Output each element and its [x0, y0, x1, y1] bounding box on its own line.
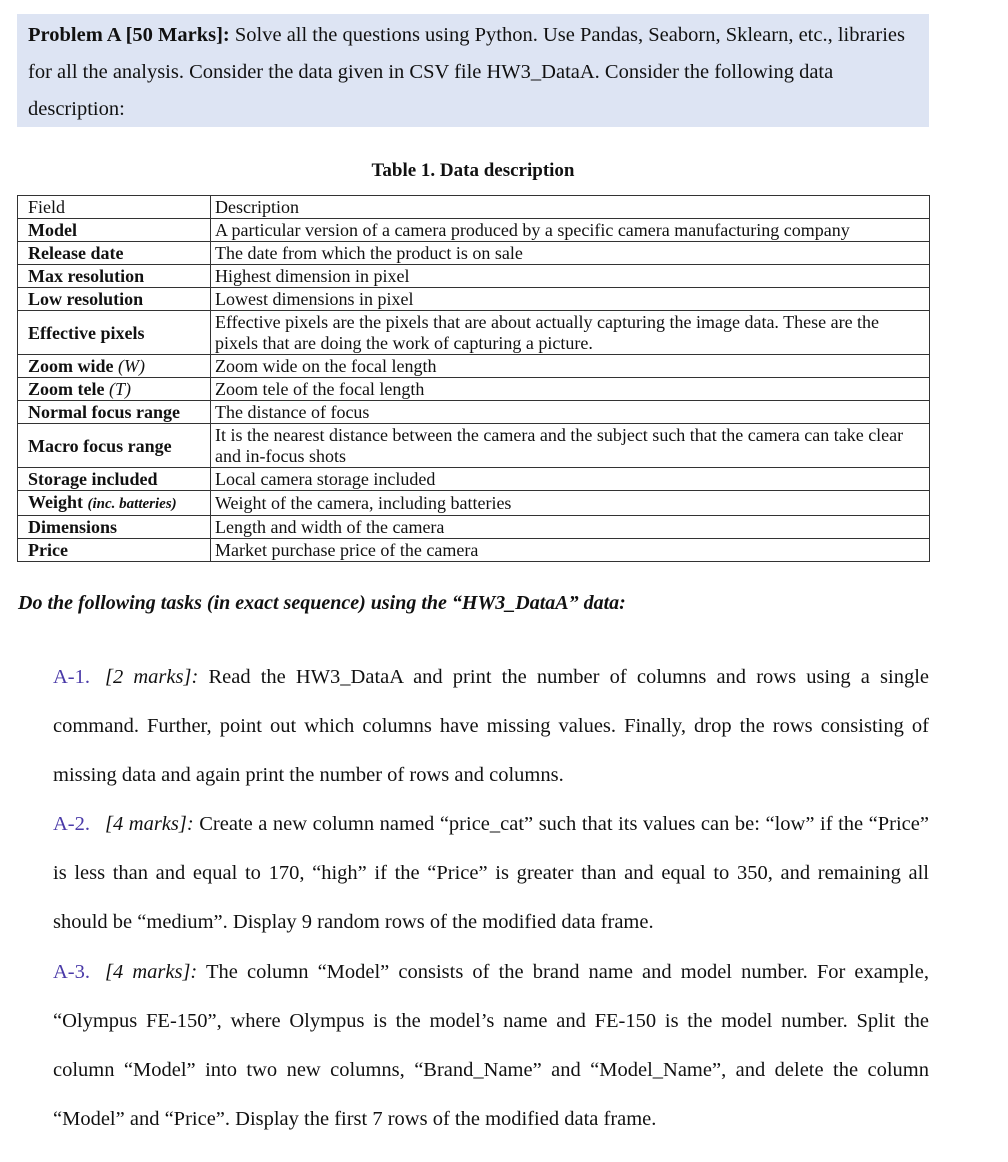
- problem-text: Solve all the questions using Python. Use Pandas, Seaborn, Sklearn, etc., libraries for all the analysis. Consider the data given in CSV file HW3_DataA. Consider the following data description:: [28, 24, 906, 120]
- description-cell: Zoom wide on the focal length: [211, 355, 930, 378]
- table-row: [18, 516, 930, 539]
- table-row: [18, 242, 930, 265]
- description-cell: A particular version of a camera produced by a specific camera manufacturing company: [211, 219, 930, 242]
- table-row: [18, 288, 930, 311]
- task-a3: [53, 948, 929, 1144]
- field-cell: Max resolution: [18, 265, 211, 288]
- field-cell: Release date: [18, 242, 211, 265]
- table-row: [18, 491, 930, 516]
- description-cell: Highest dimension in pixel: [211, 265, 930, 288]
- table-row: [18, 468, 930, 491]
- field-cell: Model: [18, 219, 211, 242]
- table-row: [18, 539, 930, 562]
- description-cell: Weight of the camera, including batteries: [211, 491, 930, 516]
- field-label: Zoom wide: [28, 356, 114, 376]
- task-text: Create a new column named “price_cat” such that its values can be: “low” if the “Price” is less than and equal to 170, “high” if the “Price” is greater than and equal to 350, and remaining all should be “medium”. Display 9 random rows of the modified data frame.: [53, 813, 929, 933]
- field-cell: Low resolution: [18, 288, 211, 311]
- task-marks: [2 marks]:: [105, 666, 199, 688]
- table-row: [18, 401, 930, 424]
- task-a1: [53, 653, 929, 800]
- table-row: [18, 424, 930, 468]
- field-cell: Macro focus range: [18, 424, 211, 468]
- description-cell: The date from which the product is on sale: [211, 242, 930, 265]
- description-cell: Effective pixels are the pixels that are about actually capturing the image data. These are the pixels that are doing the work of capturing a picture.: [211, 311, 930, 355]
- problem-label: Problem A [50 Marks]:: [28, 24, 230, 46]
- tasks-heading: Do the following tasks (in exact sequence) using the “HW3_DataA” data:: [18, 592, 626, 614]
- problem-intro: [17, 14, 929, 127]
- description-cell: Zoom tele of the focal length: [211, 378, 930, 401]
- description-cell: Market purchase price of the camera: [211, 539, 930, 562]
- description-cell: It is the nearest distance between the camera and the subject such that the camera can take clear and in-focus shots: [211, 424, 930, 468]
- task-text: The column “Model” consists of the brand name and model number. For example, “Olympus FE-150”, where Olympus is the model’s name and FE-150 is the model number. Split the column “Model” into two new columns, “Brand_Name” and “Model_Name”, and delete the column “Model” and “Price”. Display the first 7 rows of the modified data frame.: [53, 961, 929, 1130]
- task-marks: [4 marks]:: [105, 961, 198, 983]
- description-cell: Local camera storage included: [211, 468, 930, 491]
- field-cell: Normal focus range: [18, 401, 211, 424]
- table-row: [18, 219, 930, 242]
- task-number: A-1.: [53, 666, 91, 688]
- field-label: Weight: [28, 492, 84, 512]
- field-cell: Price: [18, 539, 211, 562]
- field-cell: Dimensions: [18, 516, 211, 539]
- field-symbol: (T): [108, 379, 131, 399]
- field-note: (inc. batteries): [87, 496, 177, 512]
- table-row: [18, 355, 930, 378]
- table-header-row: [18, 196, 930, 219]
- task-number: A-2.: [53, 813, 91, 835]
- table-row: [18, 311, 930, 355]
- field-cell: Effective pixels: [18, 311, 211, 355]
- data-description-table: [17, 195, 930, 562]
- description-cell: The distance of focus: [211, 401, 930, 424]
- field-cell: [18, 355, 211, 378]
- table-row: [18, 265, 930, 288]
- task-number: A-3.: [53, 961, 91, 983]
- table-title: Table 1. Data description: [371, 160, 575, 181]
- task-a2: [53, 800, 929, 947]
- field-label: Zoom tele: [28, 379, 105, 399]
- field-symbol: (W): [118, 356, 145, 376]
- description-cell: Lowest dimensions in pixel: [211, 288, 930, 311]
- task-marks: [4 marks]:: [105, 813, 194, 835]
- header-field: Field: [18, 196, 211, 219]
- header-description: Description: [211, 196, 930, 219]
- field-cell: [18, 491, 211, 516]
- description-cell: Length and width of the camera: [211, 516, 930, 539]
- field-cell: [18, 378, 211, 401]
- field-cell: Storage included: [18, 468, 211, 491]
- table-row: [18, 378, 930, 401]
- task-text: Read the HW3_DataA and print the number of columns and rows using a single command. Further, point out which columns have missing values. Finally, drop the rows consisting of missing data and again print the number of rows and columns.: [53, 666, 929, 786]
